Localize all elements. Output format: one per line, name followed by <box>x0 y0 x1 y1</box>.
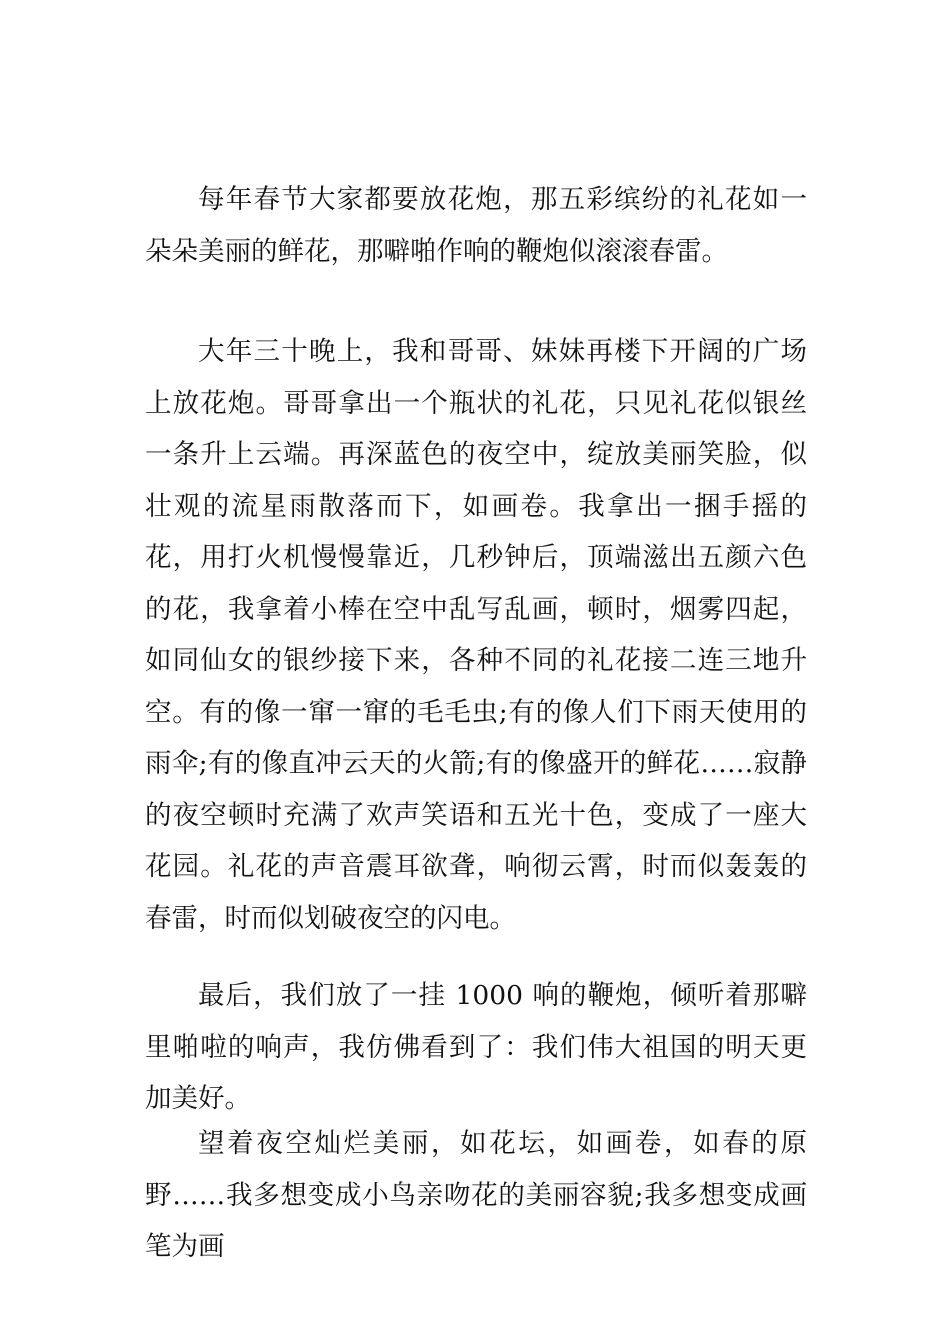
paragraph-4: 望着夜空灿烂美丽，如花坛，如画卷，如春的原野……我多想变成小鸟亲吻花的美丽容貌;我多想变成画笔为画 <box>145 1128 807 1262</box>
paragraph-2: 大年三十晚上，我和哥哥、妹妹再楼下开阔的广场上放花炮。哥哥拿出一个瓶状的礼花，只见礼花似银丝一条升上云端。再深蓝色的夜空中，绽放美丽笑脸，似壮观的流星雨散落而下，如画卷。我拿出一捆手摇的花，用打火机慢慢靠近，几秒钟后，顶端滋出五颜六色的花，我拿着小棒在空中乱写乱画，顿时，烟雾四起，如同仙女的银纱接下来，各种不同的礼花接二连三地升空。有的像一窜一窜的毛毛虫;有的像人们下雨天使用的雨伞;有的像直冲云天的火箭;有的像盛开的鲜花……寂静的夜空顿时充满了欢声笑语和五光十色，变成了一座大花园。礼花的声音震耳欲聋，响彻云霄，时而似轰轰的春雷，时而似划破夜空的闪电。 <box>145 336 807 934</box>
paragraph-3: 最后，我们放了一挂 1000 响的鞭炮，倾听着那噼里啪啦的响声，我仿佛看到了：我们伟大祖国的明天更加美好。 <box>145 980 807 1114</box>
paragraph-1: 每年春节大家都要放花炮，那五彩缤纷的礼花如一朵朵美丽的鲜花，那噼啪作响的鞭炮似滚滚春雷。 <box>145 184 807 267</box>
